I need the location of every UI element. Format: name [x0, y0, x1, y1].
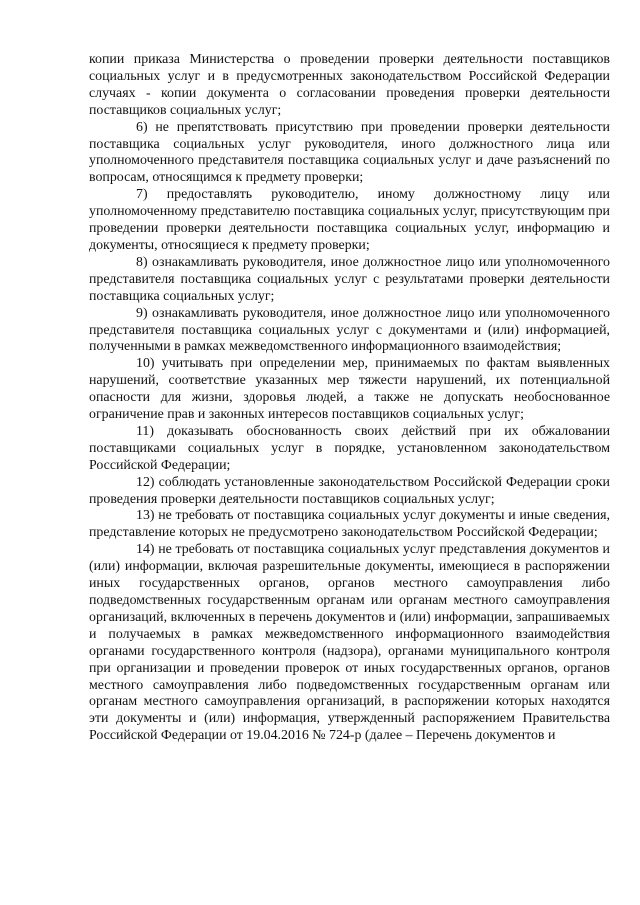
paragraph-item-14: 14) не требовать от поставщика социальных услуг представления документов и (или) информации, включая разрешительные документы, имеющиеся в распоряжении иных государственных органов, органов местного самоуправления либо подведомственных государственным органам или органам местного самоуправления организаций, включенных в перечень документов и (или) информации, запрашиваемых и получаемых в рамках межведомственного информационного взаимодействия органами государственного контроля (надзора), органами муниципального контроля при организации и проведении проверок от иных государственных органов, органов местного самоуправления либо подведомственных государственным органам или органам местного самоуправления организаций, в распоряжении которых находятся эти документы и (или) информация, утвержденный распоряжением Правительства Российской Федерации от 19.04.2016 № 724-р (далее – Перечень документов и: [89, 542, 610, 744]
paragraph-item-11: 11) доказывать обоснованность своих действий при их обжаловании поставщиками социальных услуг в порядке, установленном законодательством Российской Федерации;: [89, 423, 610, 473]
paragraph-item-10: 10) учитывать при определении мер, принимаемых по фактам выявленных нарушений, соответствие указанных мер тяжести нарушений, их потенциальной опасности для жизни, здоровья людей, а также не допускать необоснованное ограничение прав и законных интересов поставщиков социальных услуг;: [89, 356, 610, 423]
paragraph-item-13: 13) не требовать от поставщика социальных услуг документы и иные сведения, представление которых не предусмотрено законодательством Российской Федерации;: [89, 508, 610, 541]
paragraph-item-8: 8) ознакамливать руководителя, иное должностное лицо или уполномоченного представителя поставщика социальных услуг с результатами проверки деятельности поставщика социальных услуг;: [89, 254, 610, 304]
paragraph-item-7: 7) предоставлять руководителю, иному должностному лицу или уполномоченному представителю поставщика социальных услуг, присутствующим при проведении проверки деятельности поставщика социальных услуг, информацию и документы, относящиеся к предмету проверки;: [89, 187, 610, 253]
paragraph-item-12: 12) соблюдать установленные законодательством Российской Федерации сроки проведения проверки деятельности поставщиков социальных услуг;: [89, 474, 610, 507]
paragraph-item-5-continuation: копии приказа Министерства о проведении проверки деятельности поставщиков социальных услуг и в предусмотренных законодательством Российской Федерации случаях - копии документа о согласовании проведения проверки деятельности поставщиков социальных услуг;: [89, 52, 610, 118]
paragraph-item-6: 6) не препятствовать присутствию при проведении проверки деятельности поставщика социальных услуг руководителя, иного должностного лица или уполномоченного представителя поставщика социальных услуг и даче разъяснений по вопросам, относящимся к предмету проверки;: [89, 119, 610, 186]
document-page: [89, 52, 610, 745]
paragraph-item-9: 9) ознакамливать руководителя, иное должностное лицо или уполномоченного представителя поставщика социальных услуг с документами и (или) информацией, полученными в рамках межведомственного информационного взаимодействия;: [89, 305, 610, 355]
